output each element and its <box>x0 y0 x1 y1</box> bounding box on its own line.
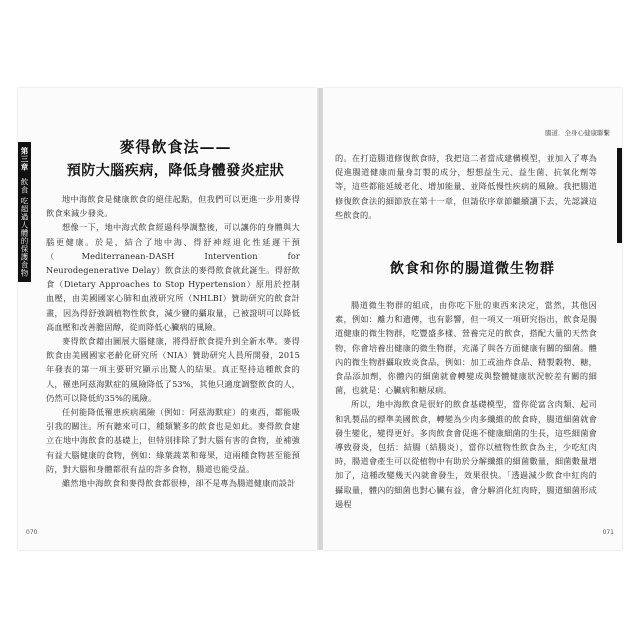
paragraph: 所以，地中海飲食是很好的飲食基礎模型，當你從富含肉類、起司和乳製品的標準美國飲食，轉變為少肉多纖維的飲食時，腸道細菌就會發生變化，變得更好。多肉飲食會促進不健康細菌的生長，這些細菌會導致發炎，包括：結腸（結腸炎），當你以植物性飲食為主，少吃紅肉時，腸道會產生可以從植物中有助於分解纖維的細菌數量，細菌數量增加了，這種改變幾天內就會發生，效果很快。「透過減少飲食中紅肉的攝取量，體內的細菌也對心臟有益，會分解消化紅肉時，腸道細菌形成過程 <box>335 399 597 509</box>
section-title: 麥得飲食法—— <box>119 138 232 156</box>
paragraph: 任何能降低罹患疾病風險（例如：阿茲海默症）的東西，都能吸引我的關注。所有聽來可口，種類繁多的飲食也是如此。麥得飲食建立在地中海飲食的基礎上，但特別排除了對大腦有害的食物，並補強有益大腦健康的食物，例如：綠葉蔬菜和莓果，這兩種食物甚至能預防，對大腦和身體都很有益的許多食物，腸道也能受益。 <box>46 407 300 474</box>
right-page <box>323 88 622 550</box>
right-body-text <box>335 298 597 511</box>
chapter-side-tab <box>18 142 31 282</box>
section-heading: 飲食和你的腸道微生物群 <box>390 261 555 277</box>
paragraph: 想像一下，地中海式飲食經過科學調整後，可以讓你的身體與大腦更健康。於是，結合了地中海、得舒神經退化性延遲干預（Mediterranean-DASH Intervention for Neurodegenerative Delay）飲食法的麥得飲食就此誕生。得舒飲食（Dietary Approaches to Stop Hypertension）原用於控制血壓，由美國國家心肺和血液研究所（NHLBI）贊助研究的飲食計畫，因為得舒強調植物性飲食，減少鹽的攝取量，已被證明可以降低高血壓和改善膽固醇，從而降低心臟病的風險。 <box>46 222 300 332</box>
paragraph: 麥得飲食藉由圖展大腦健康，將得舒飲食提升到全新水準。麥得飲食由美國國家老齡化研究所（NIA）贊助研究人員所開發，2015年發表的第一項主要研究顯示出驚人的結果。真正堅持這種飲食的人，罹患阿茲海默症的風險降低了53%，其他只適度調整飲食的人，仍然可以降低約35%的風險。 <box>46 336 300 403</box>
paragraph: 的。在打造腸道修復飲食時，我把這二者當成建構模型，並加入了專為促進腸道健康而量身訂製的成分，想想益生元、益生菌、抗氧化劑等等，這些都能延緩老化、增加能量、並降低慢性疾病的風險。我把腸道修復飲食法的細節放在第十一章，但請依序章節繼續讀下去，先認識這些飲食的。 <box>335 153 597 220</box>
paragraph: 雖然地中海飲食和麥得飲食都很棒，卻不是專為腸道健康而設計 <box>62 478 296 489</box>
chapter-number: 第三章 <box>20 147 29 172</box>
paragraph: 腸道微生物群的組成，由你吃下肚的東西來決定，當然，其他因素，例如：離力和遺傳，也有影響，但一項又一項研究指出，飲食是腸道健康的微生物群，吃豐盛多樣、營養完足的飲食，搭配大量的天然食物，你會培養出健康的微生物群，充滿了與各方面健康有關的細菌。體內的微生物群攝取致炎食品，例如：加工或油炸食品、精製穀物、糖，食品添加劑，你體內的細菌就會轉變成與整體健康狀況較差有關的細菌，也就是：心臟病和糖尿病。 <box>335 300 597 396</box>
edge-marker <box>617 148 622 243</box>
chapter-section: 飲食 <box>20 178 29 194</box>
left-page <box>18 88 317 550</box>
chapter-topic: 吃超過人體的保護食物 <box>20 196 29 277</box>
section-subtitle: 預防大腦疾病，降低身體發炎症狀 <box>66 163 285 179</box>
page-number: 071 <box>602 529 614 536</box>
page-number: 070 <box>26 529 38 536</box>
paragraph: 地中海飲食是健康飲食的絕佳起點，但我們可以更進一步用麥得飲食來減少發炎。 <box>46 194 300 219</box>
running-head: 腸道．全身心健康聯繫 <box>545 129 610 137</box>
right-top-text <box>335 151 597 222</box>
left-body-text <box>46 192 300 490</box>
